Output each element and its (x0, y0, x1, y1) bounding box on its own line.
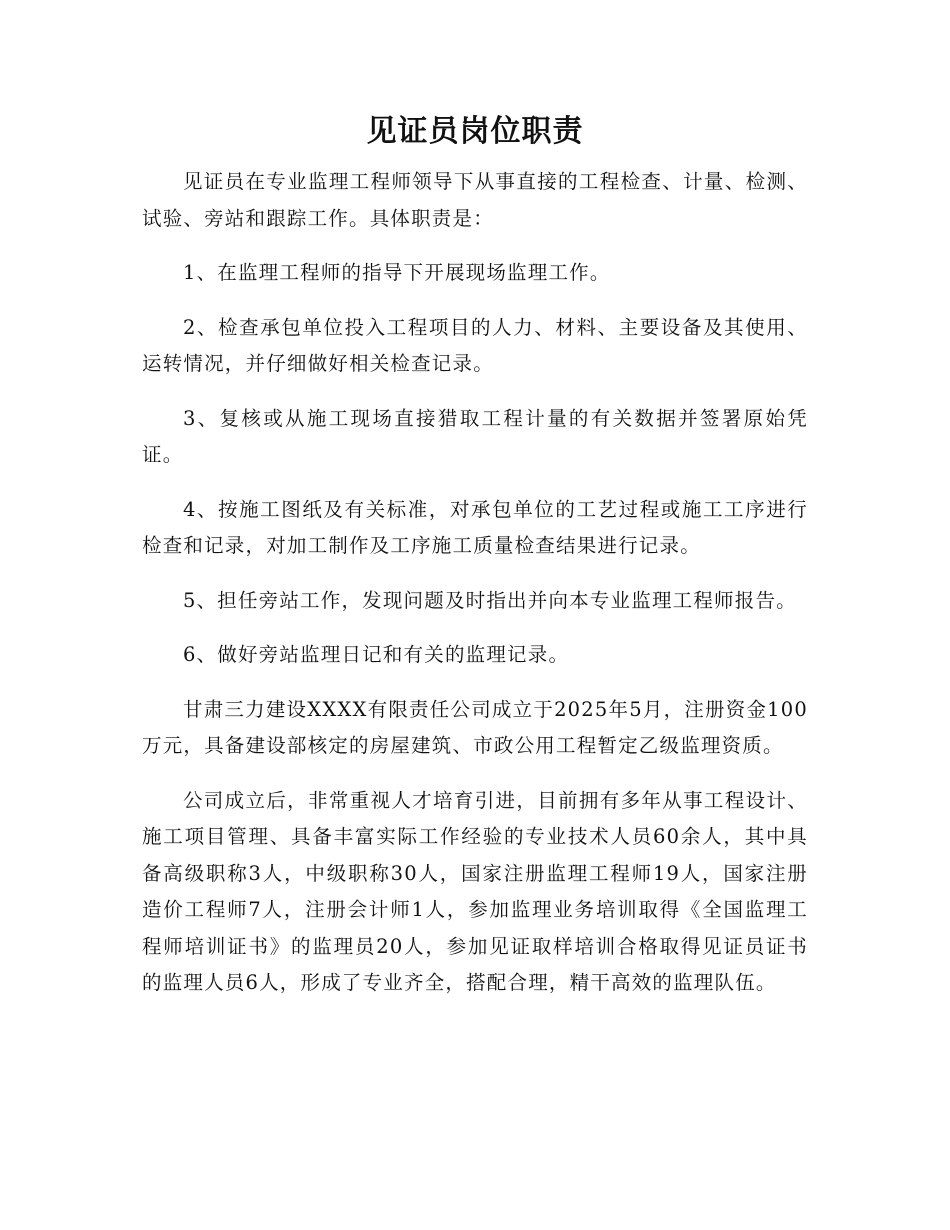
paragraph-duty-5: 5、担任旁站工作，发现问题及时指出并向本专业监理工程师报告。 (182, 588, 797, 612)
paragraph-duty-4: 4、按施工图纸及有关标准，对承包单位的工艺过程或施工工序进行检查和记录，对加工制作及工序施工质量检查结果进行记录。 (142, 497, 808, 557)
paragraph-company-staff: 公司成立后，非常重视人才培育引进，目前拥有多年从事工程设计、施工项目管理、具备丰富实际工作经验的专业技术人员60余人，其中具备高级职称3人，中级职称30人，国家注册监理工程师19人，国家注册造价工程师7人，注册会计师1人，参加监理业务培训取得《全国监理工程师培训证书》的监理员20人，参加见证取样培训合格取得见证员证书的监理人员6人，形成了专业齐全，搭配合理，精干高效的监理队伍。 (142, 788, 808, 994)
document-body (142, 164, 808, 1002)
paragraph-duty-3: 3、复核或从施工现场直接猎取工程计量的有关数据并签署原始凭证。 (142, 406, 808, 466)
paragraph-duty-2: 2、检查承包单位投入工程项目的人力、材料、主要设备及其使用、运转情况，并仔细做好相关检查记录。 (142, 315, 808, 375)
paragraph-duty-1: 1、在监理工程师的指导下开展现场监理工作。 (182, 261, 611, 284)
paragraph-duty-6: 6、做好旁站监理日记和有关的监理记录。 (182, 643, 570, 666)
paragraph-intro: 见证员在专业监理工程师领导下从事直接的工程检查、计量、检测、试验、旁站和跟踪工作。具体职责是： (142, 170, 808, 230)
paragraph-company-intro: 甘肃三力建设XXXX有限责任公司成立于2025年5月，注册资金100万元，具备建设部核定的房屋建筑、市政公用工程暂定乙级监理资质。 (142, 697, 808, 757)
page-title: 见证员岗位职责 (366, 114, 584, 149)
